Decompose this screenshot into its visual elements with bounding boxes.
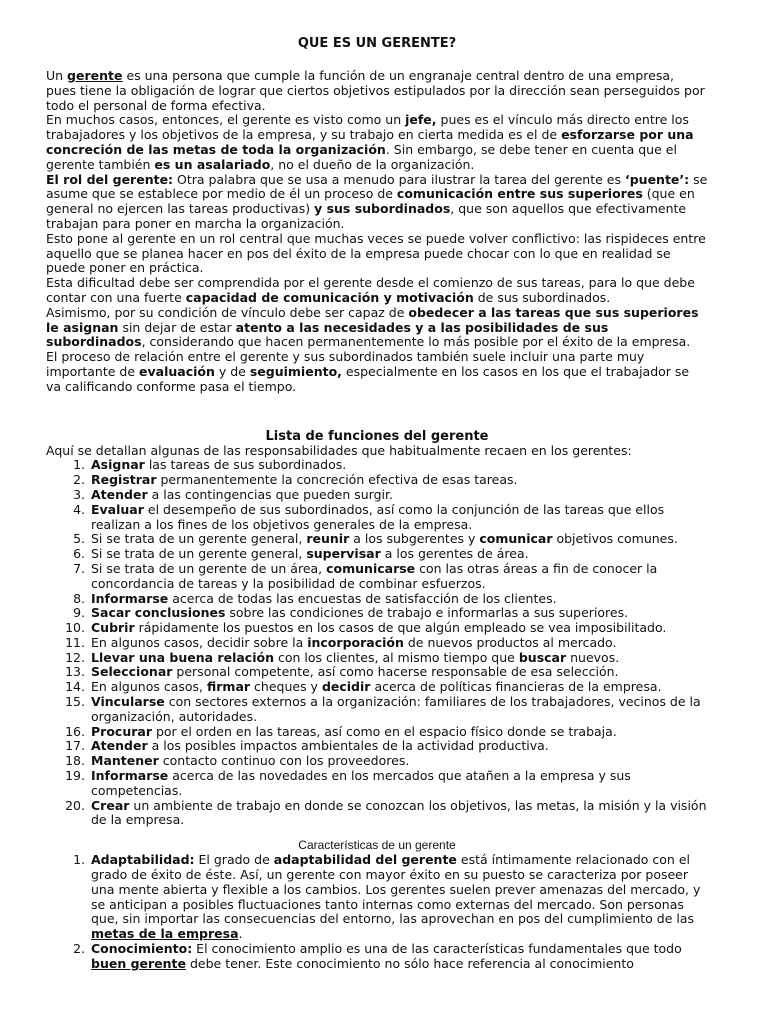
list-item-number: 19.	[65, 768, 85, 784]
bold-text: incorporación	[307, 634, 404, 650]
text-run: En algunos casos, decidir sobre la	[91, 634, 308, 650]
list-item	[46, 942, 708, 972]
list-item-number: 2.	[73, 472, 85, 488]
bold-text: Llevar una buena relación	[91, 649, 274, 665]
bold-text: Mantener	[91, 753, 159, 769]
text-run: En algunos casos,	[91, 679, 207, 695]
bold-text: supervisar	[306, 546, 381, 562]
bold-text: capacidad de comunicación y motivación	[185, 289, 474, 305]
text-run: a los posibles impactos ambientales de la actividad productiva.	[147, 738, 549, 754]
list-item	[46, 739, 708, 754]
list-item	[46, 636, 708, 651]
bold-text: Cubrir	[91, 620, 135, 636]
text-run: es una persona que cumple la función de un engranaje central dentro de una empresa, pues tiene la obligación de lograr que ciertos objetivos estipulados por la dirección sean perseguidos por todo el personal de forma efectiva.	[46, 68, 705, 113]
list-item-number: 20.	[65, 797, 85, 813]
list-item-number: 4.	[73, 501, 85, 517]
text-run: las tareas de sus subordinados.	[144, 457, 347, 473]
bold-text: atento a las necesidades y a las posibilidades de sus subordinados	[46, 319, 609, 350]
list-item	[46, 488, 708, 503]
characteristics-list	[46, 853, 708, 971]
list-item	[46, 562, 708, 592]
list-item	[46, 503, 708, 533]
list-item	[46, 592, 708, 607]
list-item	[46, 621, 708, 636]
bold-text: esforzarse por una concreción de las metas de toda la organización	[46, 127, 694, 157]
list-item	[46, 606, 708, 621]
list-item-number: 18.	[65, 753, 85, 769]
document-title: QUE ES UN GERENTE?	[297, 36, 457, 51]
bold-text: firmar	[207, 679, 251, 695]
list-item-number: 2.	[73, 941, 85, 957]
list-item-number: 10.	[65, 620, 85, 636]
intro-paragraph	[46, 69, 708, 113]
bold-text: Adaptabilidad:	[91, 852, 195, 868]
text-run: El conocimiento amplio es una de las características fundamentales que todo	[192, 941, 682, 957]
text-run: Otra palabra que se usa a menudo para ilustrar la tarea del gerente es	[173, 171, 625, 187]
text-run: rápidamente los puestos en los casos de que algún empleado se vea imposibilitado.	[134, 620, 667, 636]
text-run: , que son aquellos que efectivamente trabajan para poner en marcha la organización.	[46, 201, 687, 231]
functions-list	[46, 458, 708, 828]
text-run: sobre las condiciones de trabajo e informarlas a sus superiores.	[225, 605, 629, 621]
bold-text: Crear	[91, 797, 130, 813]
list-item	[46, 695, 708, 725]
list-item	[46, 458, 708, 473]
list-item	[46, 853, 708, 942]
text-run: debe tener. Este conocimiento no sólo hace referencia al conocimiento	[186, 955, 634, 971]
bold-text: y sus subordinados	[314, 201, 451, 217]
list-item-number: 6.	[73, 546, 85, 562]
bold-text: adaptabilidad del gerente	[273, 852, 457, 868]
bold-text: evaluación	[139, 363, 215, 379]
list-item	[46, 754, 708, 769]
list-item-number: 11.	[65, 634, 85, 650]
list-item-number: 1.	[73, 457, 85, 473]
bold-text: Conocimiento:	[91, 941, 193, 957]
bold-text: ‘puente’:	[624, 171, 690, 187]
text-run: acerca de políticas financieras de la empresa.	[370, 679, 662, 695]
bold-text: gerente	[67, 68, 123, 83]
bold-text: Asignar	[91, 457, 145, 473]
list-item	[46, 473, 708, 488]
list-item-number: 12.	[65, 649, 85, 665]
bold-text: Atender	[91, 486, 148, 502]
list-item	[46, 799, 708, 829]
list-item-number: 9.	[73, 605, 85, 621]
bold-text: El rol del gerente:	[46, 171, 174, 187]
bold-text: es un asalariado	[154, 156, 271, 172]
text-run: .	[238, 926, 243, 942]
bold-text: buscar	[518, 649, 567, 665]
list-item-number: 5.	[73, 531, 85, 547]
bold-text: obedecer a las tareas que sus superiores le asignan	[46, 304, 699, 335]
text-run: con los clientes, al mismo tiempo que	[273, 649, 519, 665]
functions-heading: Lista de funciones del gerente	[265, 428, 489, 444]
list-item-number: 8.	[73, 590, 85, 606]
functions-intro: Aquí se detallan algunas de las responsabilidades que habitualmente recaen en los gerentes:	[46, 442, 632, 458]
text-run: el desempeño de sus subordinados, así como la conjunción de las tareas que ellos realizan a los fines de los objetivos generales de la empresa.	[91, 501, 665, 532]
bold-text: Procurar	[91, 723, 152, 739]
text-run: acerca de todas las encuestas de satisfacción de los clientes.	[168, 590, 557, 606]
text-run: a las contingencias que pueden surgir.	[147, 486, 393, 502]
text-run: (que en general no ejercen las tareas productivas)	[46, 186, 695, 217]
list-item-number: 1.	[73, 852, 85, 868]
text-run: En muchos casos, entonces, el gerente es visto como un	[46, 112, 406, 128]
list-item	[46, 532, 708, 547]
text-run: por el orden en las tareas, así como en el espacio físico donde se trabaja.	[152, 723, 617, 739]
text-run: nuevos.	[566, 649, 620, 665]
text-run: Un	[46, 68, 68, 83]
text-run: Asimismo, por su condición de vínculo debe ser capaz de	[46, 304, 409, 320]
text-run: sin dejar de estar	[118, 319, 236, 335]
bold-text: decidir	[321, 679, 371, 695]
list-item	[46, 769, 708, 799]
list-item-number: 7.	[73, 560, 85, 576]
text-run: con sectores externos a la organización: familiares de los trabajadores, vecinos de la organización, autoridades.	[91, 694, 701, 724]
bold-text: buen gerente	[91, 955, 186, 971]
text-run: , considerando que hacen permanentemente lo más posible por el éxito de la empresa.	[141, 334, 691, 350]
text-run: pues es el vínculo más directo entre los trabajadores y los objetivos de la empresa, y su trabajo en cierta medida es el de	[46, 112, 689, 143]
text-run: con las otras áreas a fin de conocer la concordancia de tareas y la posibilidad de combinar esfuerzos.	[91, 560, 658, 591]
intro-paragraph	[46, 350, 708, 394]
text-run: especialmente en los casos en los que el trabajador se va calificando conforme pasa el tiempo.	[46, 363, 690, 394]
list-item-number: 13.	[65, 664, 85, 680]
text-run: Si se trata de un gerente de un área,	[91, 560, 327, 576]
intro-paragraph	[46, 306, 708, 350]
intro-paragraph	[46, 173, 708, 232]
bold-text: Sacar conclusiones	[91, 605, 226, 621]
intro-paragraph	[46, 113, 708, 172]
list-item	[46, 547, 708, 562]
text-run: permanentemente la concreción efectiva de esas tareas.	[156, 472, 518, 488]
bold-text: comunicar	[479, 531, 553, 547]
bold-text: Informarse	[91, 590, 169, 606]
text-run: Esta dificultad debe ser comprendida por el gerente desde el comienzo de sus tareas, para lo que debe contar con una fuerte	[46, 275, 695, 305]
bold-text: Registrar	[91, 472, 157, 488]
list-item-number: 16.	[65, 723, 85, 739]
text-run: de sus subordinados.	[473, 289, 611, 305]
intro-section	[46, 69, 708, 395]
text-run: Si se trata de un gerente general,	[91, 546, 307, 562]
text-run: personal competente, así como hacerse responsable de esa selección.	[172, 664, 619, 680]
text-run: El proceso de relación entre el gerente y sus subordinados también suele incluir una parte muy importante de	[46, 349, 645, 379]
characteristics-heading: Características de un gerente	[298, 838, 456, 853]
list-item-number: 3.	[73, 486, 85, 502]
text-run: acerca de las novedades en los mercados que atañen a la empresa y sus competencias.	[91, 768, 631, 798]
list-item	[46, 725, 708, 740]
list-item	[46, 651, 708, 666]
text-run: contacto continuo con los proveedores.	[158, 753, 410, 769]
text-run: de nuevos productos al mercado.	[403, 634, 617, 650]
text-run: cheques y	[250, 679, 322, 695]
list-item-number: 14.	[65, 679, 85, 695]
text-run: objetivos comunes.	[552, 531, 678, 547]
text-run: . Sin embargo, se debe tener en cuenta que el gerente también	[46, 141, 677, 172]
bold-text: comunicarse	[326, 560, 416, 576]
bold-text: comunicación entre sus superiores	[396, 186, 643, 202]
text-run: Si se trata de un gerente general,	[91, 531, 307, 547]
text-run: a los subgerentes y	[349, 531, 480, 547]
intro-paragraph	[46, 276, 708, 306]
text-run: y de	[214, 363, 250, 379]
intro-paragraph	[46, 232, 708, 276]
text-run: a los gerentes de área.	[380, 546, 529, 562]
bold-text: Informarse	[91, 768, 169, 784]
text-run: , no el dueño de la organización.	[270, 156, 475, 172]
bold-text: Evaluar	[91, 501, 144, 517]
text-run: un ambiente de trabajo en donde se conozcan los objetivos, las metas, la misión y la visión de la empresa.	[91, 797, 707, 828]
bold-text: Seleccionar	[91, 664, 173, 680]
text-run: se asume que se establece por medio de él un proceso de	[46, 171, 708, 202]
list-item-number: 17.	[65, 738, 85, 754]
list-item-number: 15.	[65, 694, 85, 710]
bold-text: Vincularse	[91, 694, 165, 710]
bold-text: Atender	[91, 738, 148, 754]
list-item	[46, 680, 708, 695]
bold-text: jefe,	[405, 112, 437, 128]
bold-text: reunir	[306, 531, 350, 547]
list-item	[46, 665, 708, 680]
bold-text: seguimiento,	[249, 363, 342, 379]
text-run: Esto pone al gerente en un rol central que muchas veces se puede volver conflictivo: las rispideces entre aquello que se planea hacer en pos del éxito de la empresa puede chocar con lo que en realidad se puede poner en práctica.	[46, 230, 706, 276]
text-run: El grado de	[194, 852, 274, 868]
bold-text: metas de la empresa	[91, 926, 239, 942]
text-run: está íntimamente relacionado con el grado de éxito de éste. Así, un gerente con mayor éxito en su puesto se caracteriza por poseer una mente abierta y flexible a los cambios. Los gerentes suelen prever amenazas del mercado, y se anticipan a posibles fluctuaciones tanto internas como externas del mercado. Son personas que, sin importar las consecuencias del entorno, las aprovechan en pos del cumplimiento de las	[91, 852, 701, 927]
